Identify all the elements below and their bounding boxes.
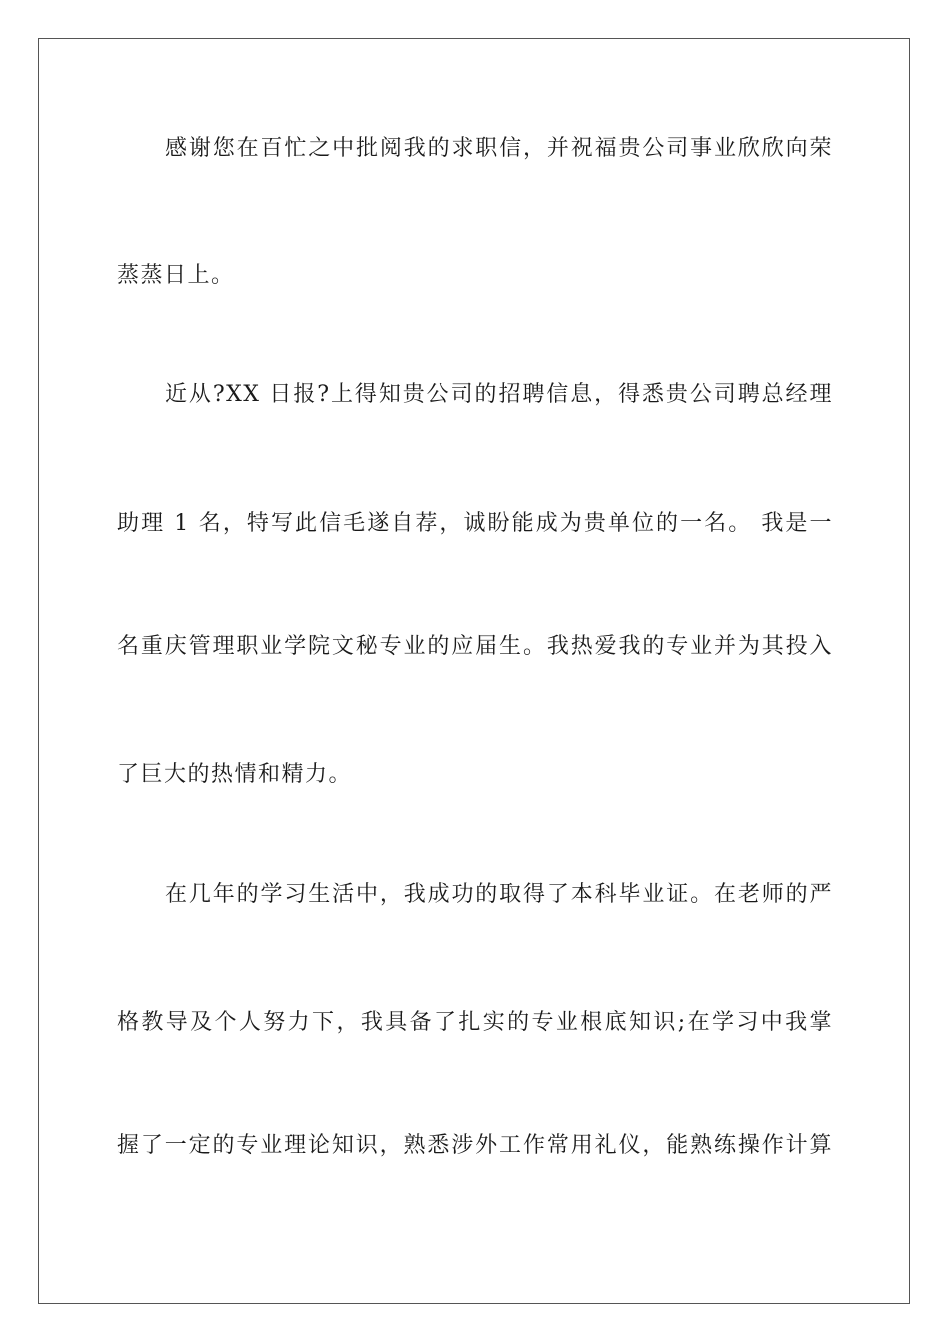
paragraph-3-line-1: 在几年的学习生活中，我成功的取得了本科毕业证。在老师的严 [165, 882, 833, 907]
paragraph-1-line-1: 感谢您在百忙之中批阅我的求职信，并祝福贵公司事业欣欣向荣 [165, 136, 833, 161]
paragraph-3-line-2: 格教导及个人努力下，我具备了扎实的专业根底知识;在学习中我掌 [117, 1010, 833, 1035]
page-border [38, 38, 910, 1304]
paragraph-2-line-3: 名重庆管理职业学院文秘专业的应届生。我热爱我的专业并为其投入 [117, 634, 833, 659]
paragraph-2-line-4: 了巨大的热情和精力。 [117, 762, 353, 787]
paragraph-2-line-1: 近从?XX 日报?上得知贵公司的招聘信息，得悉贵公司聘总经理 [165, 382, 833, 407]
paragraph-2-line-2: 助理 1 名，特写此信毛遂自荐，诚盼能成为贵单位的一名。 我是一 [117, 511, 833, 536]
paragraph-1-line-2: 蒸蒸日上。 [117, 263, 235, 288]
paragraph-3-line-3: 握了一定的专业理论知识，熟悉涉外工作常用礼仪，能熟练操作计算 [117, 1133, 833, 1158]
